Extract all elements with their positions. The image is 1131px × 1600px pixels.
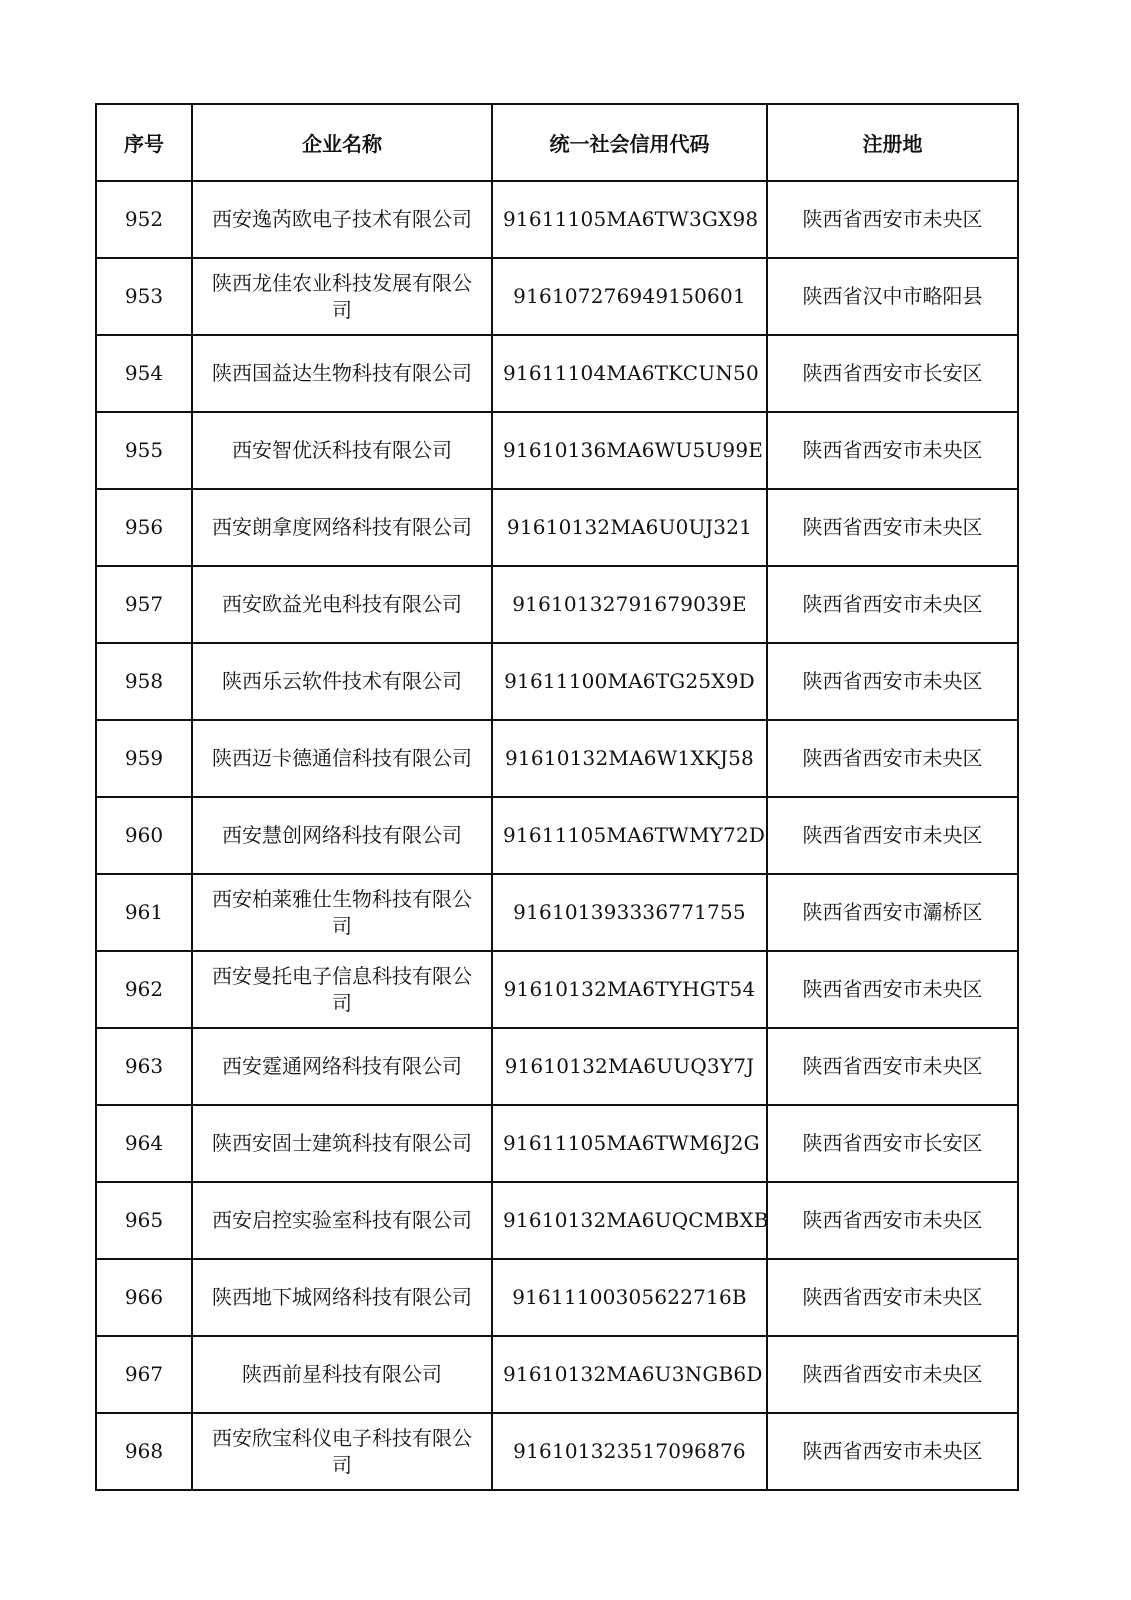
cell-registered-place: 陕西省西安市未央区 [767, 951, 1018, 1028]
cell-credit-code: 916101323517096876 [492, 1413, 767, 1490]
table-header-row [96, 104, 1018, 181]
table-row [96, 181, 1018, 258]
table-row [96, 1028, 1018, 1105]
cell-company-name: 陕西国益达生物科技有限公司 [192, 335, 492, 412]
cell-credit-code: 916101393336771755 [492, 874, 767, 951]
cell-serial-number: 952 [96, 181, 192, 258]
cell-credit-code: 91611105MA6TWMY72D [492, 797, 767, 874]
cell-company-name: 西安曼托电子信息科技有限公司 [192, 951, 492, 1028]
cell-credit-code: 916107276949150601 [492, 258, 767, 335]
table-row [96, 951, 1018, 1028]
cell-serial-number: 963 [96, 1028, 192, 1105]
table-row [96, 258, 1018, 335]
cell-company-name: 西安慧创网络科技有限公司 [192, 797, 492, 874]
table-row [96, 797, 1018, 874]
table-row [96, 1259, 1018, 1336]
cell-registered-place: 陕西省西安市未央区 [767, 643, 1018, 720]
cell-registered-place: 陕西省西安市未央区 [767, 720, 1018, 797]
cell-company-name: 西安逸芮欧电子技术有限公司 [192, 181, 492, 258]
cell-serial-number: 964 [96, 1105, 192, 1182]
cell-serial-number: 959 [96, 720, 192, 797]
cell-company-name: 陕西乐云软件技术有限公司 [192, 643, 492, 720]
cell-company-name: 西安启控实验室科技有限公司 [192, 1182, 492, 1259]
cell-credit-code: 91610132MA6U3NGB6D [492, 1336, 767, 1413]
header-credit-code: 统一社会信用代码 [492, 104, 767, 181]
cell-credit-code: 91611105MA6TW3GX98 [492, 181, 767, 258]
cell-company-name: 西安霆通网络科技有限公司 [192, 1028, 492, 1105]
cell-company-name: 陕西前星科技有限公司 [192, 1336, 492, 1413]
cell-credit-code: 91611100MA6TG25X9D [492, 643, 767, 720]
cell-serial-number: 965 [96, 1182, 192, 1259]
table-body [96, 181, 1018, 1490]
cell-registered-place: 陕西省西安市未央区 [767, 566, 1018, 643]
cell-serial-number: 955 [96, 412, 192, 489]
cell-credit-code: 91610132MA6U0UJ321 [492, 489, 767, 566]
cell-company-name: 陕西迈卡德通信科技有限公司 [192, 720, 492, 797]
cell-registered-place: 陕西省西安市未央区 [767, 181, 1018, 258]
cell-credit-code: 91610132MA6UQCMBXB [492, 1182, 767, 1259]
cell-registered-place: 陕西省汉中市略阳县 [767, 258, 1018, 335]
cell-registered-place: 陕西省西安市未央区 [767, 1028, 1018, 1105]
cell-registered-place: 陕西省西安市灞桥区 [767, 874, 1018, 951]
table-row [96, 412, 1018, 489]
cell-company-name: 西安朗拿度网络科技有限公司 [192, 489, 492, 566]
cell-registered-place: 陕西省西安市长安区 [767, 335, 1018, 412]
table-row [96, 335, 1018, 412]
cell-company-name: 陕西地下城网络科技有限公司 [192, 1259, 492, 1336]
table-row [96, 1336, 1018, 1413]
cell-company-name: 陕西安固士建筑科技有限公司 [192, 1105, 492, 1182]
cell-serial-number: 961 [96, 874, 192, 951]
cell-credit-code: 91610132MA6TYHGT54 [492, 951, 767, 1028]
header-serial-number: 序号 [96, 104, 192, 181]
cell-registered-place: 陕西省西安市未央区 [767, 1413, 1018, 1490]
cell-credit-code: 91611105MA6TWM6J2G [492, 1105, 767, 1182]
cell-credit-code: 91611104MA6TKCUN50 [492, 335, 767, 412]
table-row [96, 1413, 1018, 1490]
cell-registered-place: 陕西省西安市未央区 [767, 1182, 1018, 1259]
table-row [96, 1182, 1018, 1259]
cell-serial-number: 953 [96, 258, 192, 335]
header-registered-place: 注册地 [767, 104, 1018, 181]
cell-serial-number: 958 [96, 643, 192, 720]
cell-serial-number: 968 [96, 1413, 192, 1490]
cell-company-name: 西安欣宝科仪电子科技有限公司 [192, 1413, 492, 1490]
cell-serial-number: 967 [96, 1336, 192, 1413]
cell-credit-code: 91610132MA6UUQ3Y7J [492, 1028, 767, 1105]
cell-company-name: 西安欧益光电科技有限公司 [192, 566, 492, 643]
cell-serial-number: 960 [96, 797, 192, 874]
cell-serial-number: 957 [96, 566, 192, 643]
table-row [96, 874, 1018, 951]
cell-company-name: 西安智优沃科技有限公司 [192, 412, 492, 489]
cell-registered-place: 陕西省西安市未央区 [767, 797, 1018, 874]
table-row [96, 489, 1018, 566]
cell-serial-number: 962 [96, 951, 192, 1028]
cell-company-name: 西安柏莱雅仕生物科技有限公司 [192, 874, 492, 951]
company-table [95, 103, 1019, 1491]
cell-credit-code: 91610132791679039E [492, 566, 767, 643]
cell-registered-place: 陕西省西安市未央区 [767, 1259, 1018, 1336]
cell-credit-code: 91610136MA6WU5U99E [492, 412, 767, 489]
cell-serial-number: 956 [96, 489, 192, 566]
cell-registered-place: 陕西省西安市未央区 [767, 1336, 1018, 1413]
cell-registered-place: 陕西省西安市未央区 [767, 489, 1018, 566]
table-row [96, 1105, 1018, 1182]
cell-credit-code: 91610132MA6W1XKJ58 [492, 720, 767, 797]
table-row [96, 566, 1018, 643]
table-row [96, 643, 1018, 720]
cell-credit-code: 91611100305622716B [492, 1259, 767, 1336]
cell-serial-number: 954 [96, 335, 192, 412]
header-company-name: 企业名称 [192, 104, 492, 181]
cell-registered-place: 陕西省西安市长安区 [767, 1105, 1018, 1182]
cell-company-name: 陕西龙佳农业科技发展有限公司 [192, 258, 492, 335]
table-row [96, 720, 1018, 797]
cell-registered-place: 陕西省西安市未央区 [767, 412, 1018, 489]
cell-serial-number: 966 [96, 1259, 192, 1336]
